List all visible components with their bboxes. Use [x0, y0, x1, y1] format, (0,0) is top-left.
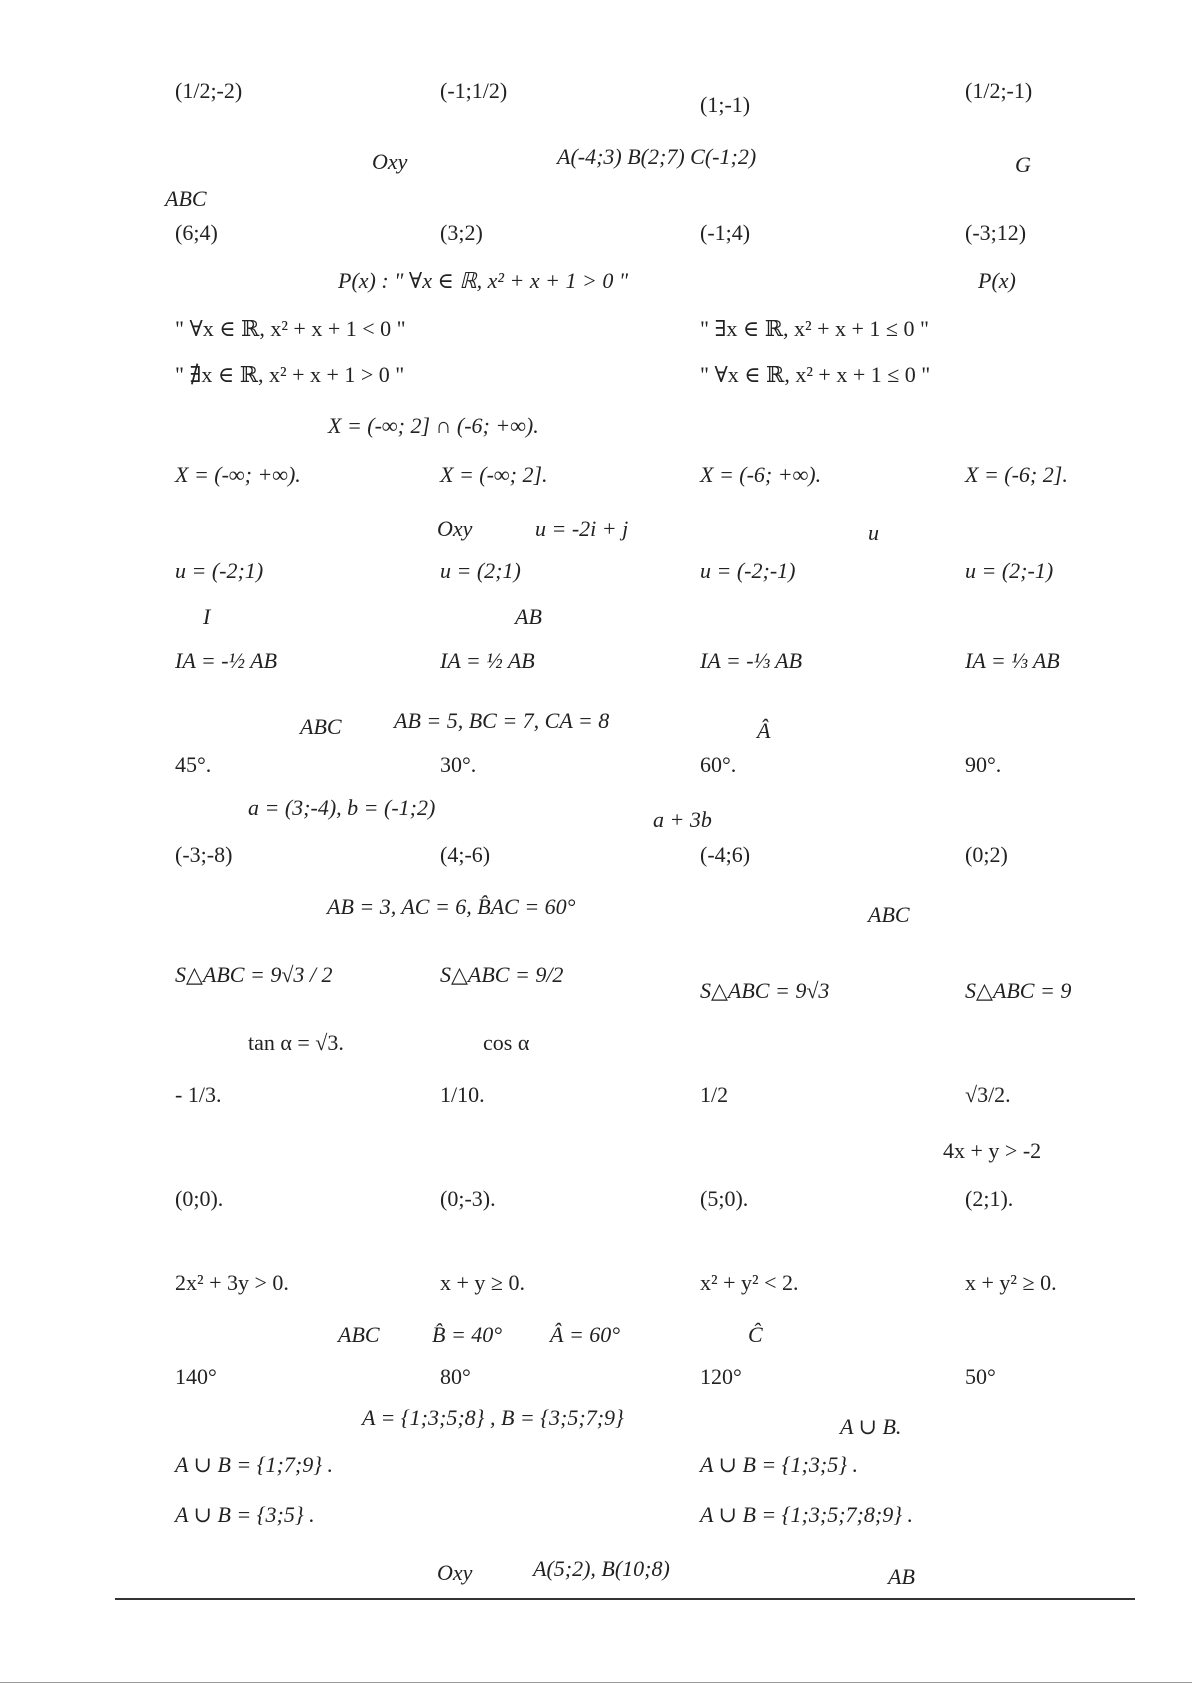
math-text-a11b: (0;-3). [440, 1186, 496, 1211]
math-text-q15_ab: AB [888, 1564, 915, 1589]
math-text-r1a: (1/2;-2) [175, 78, 243, 103]
math-text-a8d: (0;2) [965, 842, 1008, 867]
math-text-a2a: (6;4) [175, 220, 218, 245]
math-text-q8_sum: a + 3b [653, 807, 712, 832]
math-text-r1b: (-1;1/2) [440, 78, 508, 103]
math-text-a14a: A ∪ B = {1;7;9} . [175, 1452, 334, 1477]
math-text-q10_tan: tan α = √3. [248, 1030, 344, 1055]
math-text-a7a: 45°. [175, 752, 212, 777]
math-text-a5c: u = (-2;-1) [700, 558, 796, 583]
math-text-a3b: " ∃x ∈ ℝ, x² + x + 1 ≤ 0 " [700, 316, 929, 341]
math-text-q8_vec: a = (3;-4), b = (-1;2) [248, 795, 436, 820]
math-text-a5b: u = (2;1) [440, 558, 521, 583]
math-text-q3: P(x) : " ∀x ∈ ℝ, x² + x + 1 > 0 " [338, 268, 629, 293]
math-text-a14b: A ∪ B = {1;3;5} . [700, 1452, 859, 1477]
math-text-q7_sides: AB = 5, BC = 7, CA = 8 [394, 708, 610, 733]
page-bottom-edge [0, 1682, 1192, 1683]
math-text-q2_abc: ABC [165, 186, 207, 211]
math-text-a3d: " ∀x ∈ ℝ, x² + x + 1 ≤ 0 " [700, 362, 931, 387]
math-text-r1c: (1;-1) [700, 92, 751, 117]
math-text-a13b: 80° [440, 1364, 471, 1389]
math-text-a4c: X = (-6; +∞). [700, 462, 822, 487]
math-text-a7d: 90°. [965, 752, 1002, 777]
math-text-a13a: 140° [175, 1364, 217, 1389]
math-text-a10c: 1/2 [700, 1082, 729, 1107]
math-text-a13d: 50° [965, 1364, 996, 1389]
math-text-q14_sets: A = {1;3;5;8} , B = {3;5;7;9} [362, 1405, 624, 1430]
math-text-a9c: S△ABC = 9√3 [700, 978, 830, 1003]
math-text-q13_c: Ĉ [748, 1322, 763, 1347]
math-text-a5a: u = (-2;1) [175, 558, 264, 583]
math-text-a14d: A ∪ B = {1;3;5;7;8;9} . [700, 1502, 913, 1527]
math-text-a12c: x² + y² < 2. [700, 1270, 799, 1295]
math-text-q5_oxy: Oxy [437, 516, 473, 541]
math-text-q2_oxy: Oxy [372, 149, 408, 174]
math-text-a3a: " ∀x ∈ ℝ, x² + x + 1 < 0 " [175, 316, 406, 341]
math-text-a9a: S△ABC = 9√3 / 2 [175, 962, 333, 987]
math-text-a4a: X = (-∞; +∞). [175, 462, 301, 487]
math-text-a7c: 60°. [700, 752, 737, 777]
math-text-a6d: IA = ⅓ AB [965, 648, 1060, 673]
math-text-q13_a: Â = 60° [550, 1322, 621, 1347]
math-text-a10b: 1/10. [440, 1082, 485, 1107]
math-text-q15_oxy: Oxy [437, 1560, 473, 1585]
math-text-a12b: x + y ≥ 0. [440, 1270, 525, 1295]
math-text-q14_union: A ∪ B. [840, 1414, 902, 1439]
math-text-q5_u: u = -2i + j [535, 516, 629, 541]
math-text-a6b: IA = ½ AB [440, 648, 535, 673]
math-text-q6_i: I [203, 604, 211, 629]
math-text-q15_pts: A(5;2), B(10;8) [533, 1556, 670, 1581]
math-text-q9_abc: ABC [868, 902, 910, 927]
math-text-q6_ab: AB [515, 604, 542, 629]
math-text-a4b: X = (-∞; 2]. [440, 462, 548, 487]
math-text-a2c: (-1;4) [700, 220, 751, 245]
math-text-a6a: IA = -½ AB [175, 648, 278, 673]
math-text-q2_g: G [1015, 152, 1031, 177]
math-text-q11_ineq: 4x + y > -2 [943, 1138, 1042, 1163]
math-text-a14c: A ∪ B = {3;5} . [175, 1502, 315, 1527]
math-text-q7_a: Â [757, 718, 771, 743]
math-text-a9d: S△ABC = 9 [965, 978, 1072, 1003]
math-text-a11c: (5;0). [700, 1186, 749, 1211]
math-text-a2d: (-3;12) [965, 220, 1027, 245]
math-text-q13_abc: ABC [338, 1322, 380, 1347]
footer-rule [115, 1598, 1135, 1600]
math-text-q9_data: AB = 3, AC = 6, B̂AC = 60° [327, 894, 576, 919]
math-text-a10d: √3/2. [965, 1082, 1011, 1107]
math-text-a6c: IA = -⅓ AB [700, 648, 803, 673]
math-text-a4d: X = (-6; 2]. [965, 462, 1068, 487]
math-text-q13_b: B̂ = 40° [432, 1322, 503, 1347]
math-text-q7_abc: ABC [300, 714, 342, 739]
math-text-a12d: x + y² ≥ 0. [965, 1270, 1057, 1295]
math-text-a2b: (3;2) [440, 220, 483, 245]
math-text-a5d: u = (2;-1) [965, 558, 1054, 583]
math-text-a8c: (-4;6) [700, 842, 751, 867]
math-text-q10_cos: cos α [483, 1030, 530, 1055]
math-text-a8b: (4;-6) [440, 842, 491, 867]
math-text-a11a: (0;0). [175, 1186, 224, 1211]
math-text-q5_u2: u [868, 520, 879, 545]
math-text-a11d: (2;1). [965, 1186, 1014, 1211]
math-text-q3_px: P(x) [978, 268, 1016, 293]
math-text-a9b: S△ABC = 9/2 [440, 962, 564, 987]
math-text-a13c: 120° [700, 1364, 742, 1389]
math-text-q2_pts: A(-4;3) B(2;7) C(-1;2) [557, 144, 757, 169]
math-text-q4: X = (-∞; 2] ∩ (-6; +∞). [328, 413, 539, 438]
math-text-a8a: (-3;-8) [175, 842, 233, 867]
math-text-r1d: (1/2;-1) [965, 78, 1033, 103]
math-text-a7b: 30°. [440, 752, 477, 777]
math-text-a12a: 2x² + 3y > 0. [175, 1270, 289, 1295]
math-text-a3c: " ∄x ∈ ℝ, x² + x + 1 > 0 " [175, 362, 405, 387]
math-text-a10a: - 1/3. [175, 1082, 222, 1107]
